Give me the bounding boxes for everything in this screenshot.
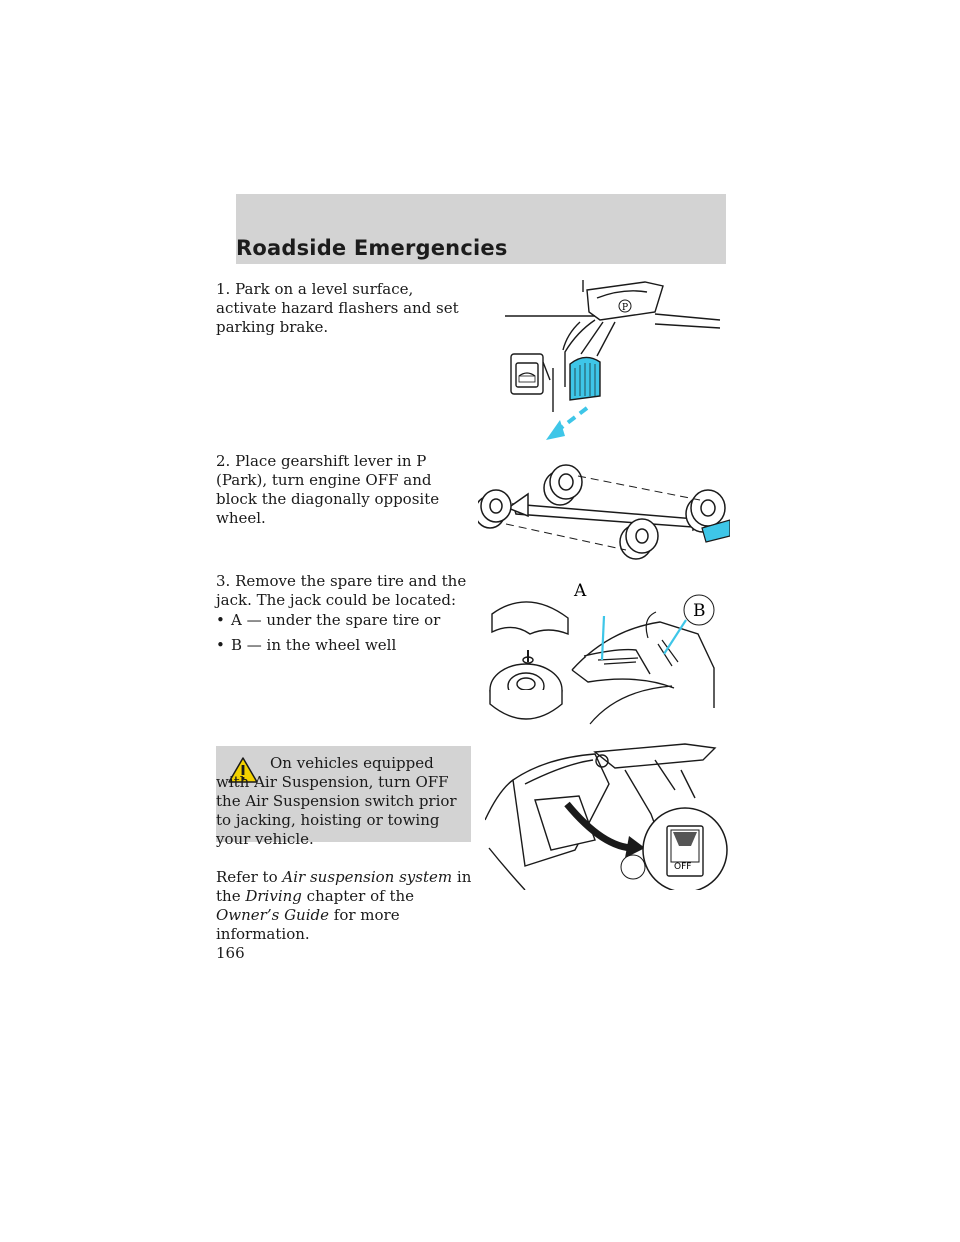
bullet-text: B — in the wheel well	[231, 636, 397, 654]
page-title: Roadside Emergencies	[236, 236, 508, 260]
parking-brake-symbol: P	[622, 303, 629, 313]
parking-brake-illustration	[505, 272, 725, 447]
bullet-marker: •	[216, 636, 225, 654]
jack-label-b: B	[693, 601, 706, 621]
page-number: 166	[216, 944, 245, 962]
air-suspension-switch-illustration	[485, 740, 730, 890]
bullet-text: A — under the spare tire or	[231, 611, 441, 629]
refer-text: Refer to Air suspension system in the Driving chapter of the Owner’s Guide for more information.	[216, 868, 472, 943]
jack-location-list	[216, 610, 476, 660]
spare-tire-jack-illustration	[488, 578, 728, 733]
refer-link-driving: Driving	[245, 887, 302, 905]
jack-label-a: A	[574, 581, 587, 601]
list-item	[216, 635, 476, 655]
refer-link-air-suspension: Air suspension system	[282, 868, 453, 886]
bullet-marker: •	[216, 611, 225, 629]
switch-off-label: OFF	[674, 862, 692, 872]
refer-link-owners-guide: Owner’s Guide	[216, 906, 329, 924]
warning-text: On vehicles equipped with Air Suspension, turn OFF the Air Suspension switch prior to jacking, hoisting or towing your vehicle.	[216, 754, 457, 848]
wheel-block-illustration	[478, 462, 730, 562]
step-2-text: 2. Place gearshift lever in P (Park), turn engine OFF and block the diagonally opposite wheel.	[216, 452, 440, 527]
step-1-text: 1. Park on a level surface, activate hazard flashers and set parking brake.	[216, 280, 459, 336]
list-item	[216, 610, 476, 630]
step-3-text: 3. Remove the spare tire and the jack. The jack could be located:	[216, 572, 467, 609]
